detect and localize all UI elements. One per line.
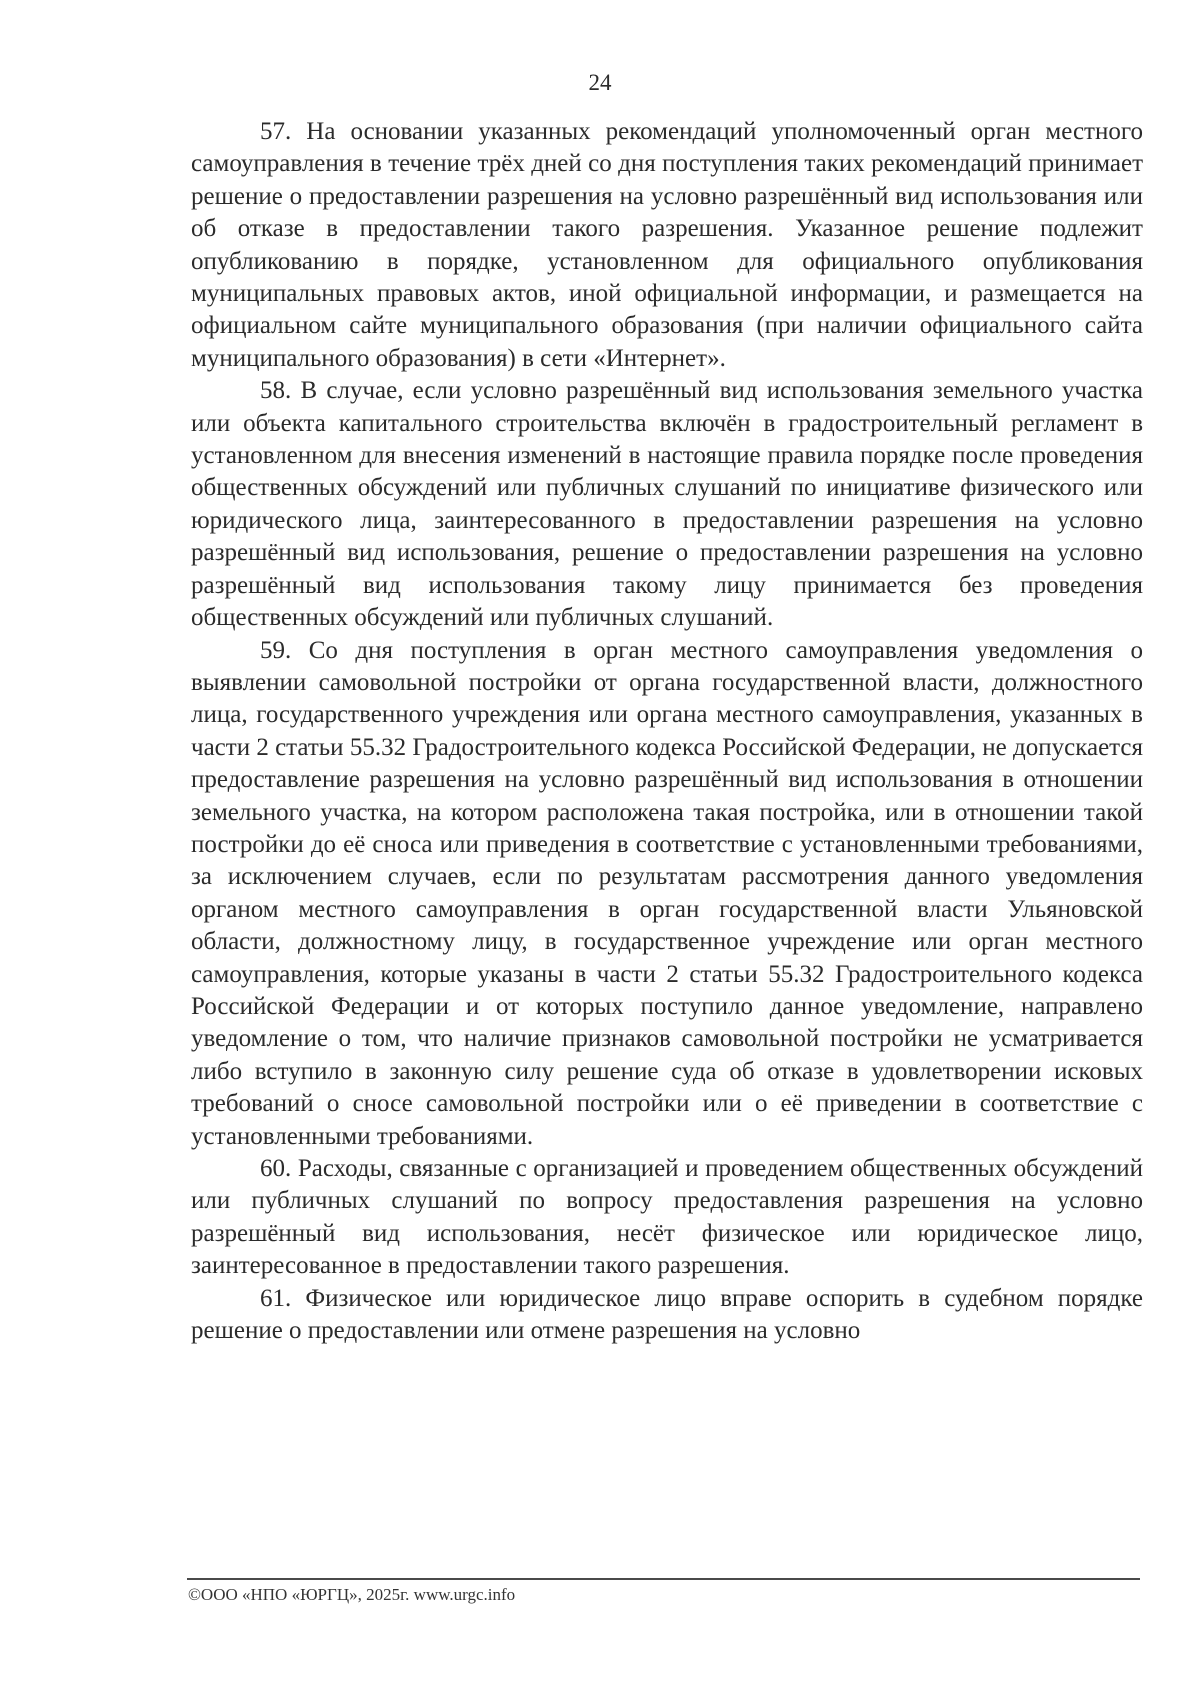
paragraph-58: 58. В случае, если условно разрешённый вид использования земельного участка или объекта капитального строительства включён в градостроительный регламент в установленном для внесения изменений в настоящие правила порядке после проведения общественных обсуждений или публичных слушаний по инициативе физического или юридического лица, заинтересованного в предоставлении разрешения на условно разрешённый вид использования, решение о предоставлении разрешения на условно разрешённый вид использования такому лицу принимается без проведения общественных обсуждений или публичных слушаний. — [191, 377, 1143, 632]
document-body — [191, 116, 1143, 1347]
paragraph-61: 61. Физическое или юридическое лицо вправе оспорить в судебном порядке решение о предоставлении или отмене разрешения на условно — [191, 1284, 1143, 1345]
paragraph-60: 60. Расходы, связанные с организацией и проведением общественных обсуждений или публичных слушаний по вопросу предоставления разрешения на условно разрешённый вид использования, несёт физическое или юридическое лицо, заинтересованное в предоставлении такого разрешения. — [191, 1155, 1143, 1280]
footer-divider — [187, 1578, 1140, 1580]
footer-copyright: ©ООО «НПО «ЮРГЦ», 2025г. www.urgc.info — [188, 1585, 516, 1604]
page-number: 24 — [588, 70, 612, 95]
paragraph-59: 59. Со дня поступления в орган местного самоуправления уведомления о выявлении самовольной постройки от органа государственной власти, должностного лица, государственного учреждения или органа местного самоуправления, указанных в части 2 статьи 55.32 Градостроительного кодекса Российской Федерации, не допускается предоставление разрешения на условно разрешённый вид использования в отношении земельного участка, на котором расположена такая постройка, или в отношении такой постройки до её сноса или приведения в соответствие с установленными требованиями, за исключением случаев, если по результатам рассмотрения данного уведомления органом местного самоуправления в орган государственной власти Ульяновской области, должностному лицу, в государственное учреждение или орган местного самоуправления, которые указаны в части 2 статьи 55.32 Градостроительного кодекса Российской Федерации и от которых поступило данное уведомление, направлено уведомление о том, что наличие признаков самовольной постройки не усматривается либо вступило в законную силу решение суда об отказе в удовлетворении исковых требований о сносе самовольной постройки или о её приведении в соответствие с установленными требованиями. — [191, 636, 1143, 1150]
paragraph-57: 57. На основании указанных рекомендаций уполномоченный орган местного самоуправления в течение трёх дней со дня поступления таких рекомендаций принимает решение о предоставлении разрешения на условно разрешённый вид использования или об отказе в предоставлении такого разрешения. Указанное решение подлежит опубликованию в порядке, установленном для официального опубликования муниципальных правовых актов, иной официальной информации, и размещается на официальном сайте муниципального образования (при наличии официального сайта муниципального образования) в сети «Интернет». — [191, 118, 1143, 372]
